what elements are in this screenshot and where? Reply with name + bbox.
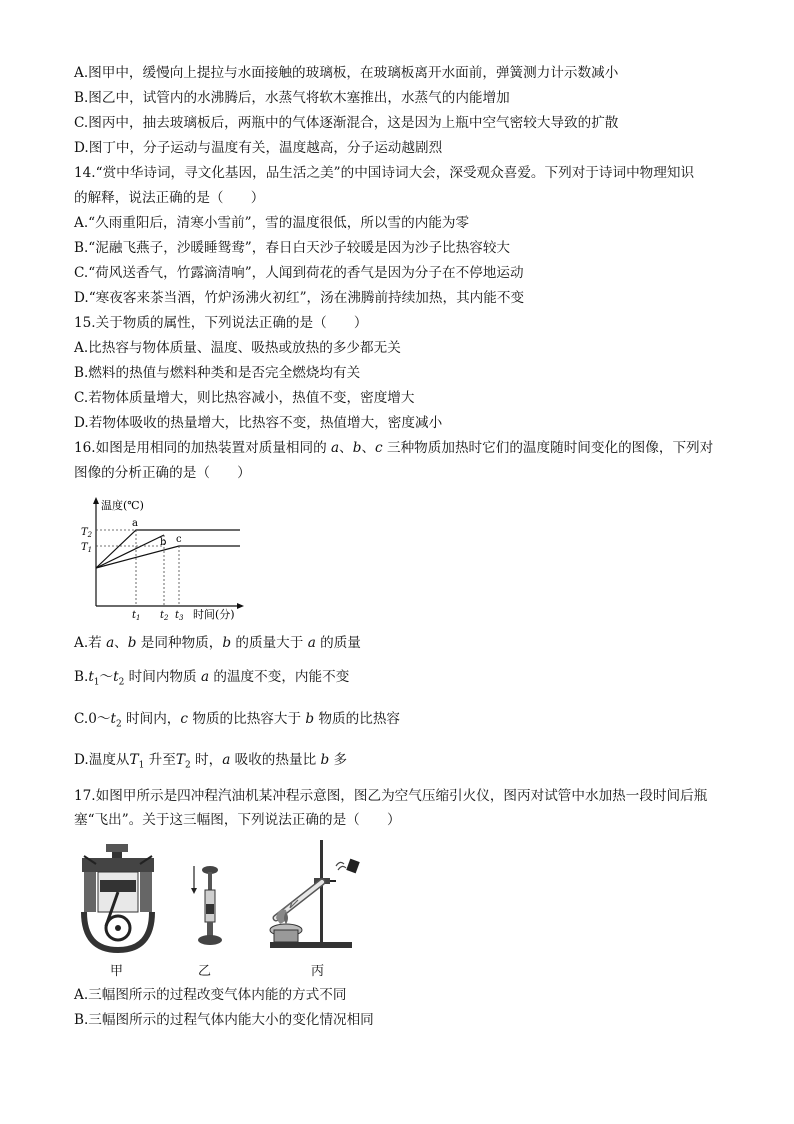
figure-label-jia: 甲 (110, 964, 124, 979)
q13-option-d: D.图丁中，分子运动与温度有关，温度越高，分子运动越剧烈 (74, 140, 443, 156)
option-text: 多 (329, 752, 348, 768)
q16-option-c (74, 709, 734, 735)
tick-label-t1: $t_1$ (132, 610, 141, 622)
q15-option-a: A.比热容与物体质量、温度、吸热或放热的多少都无关 (74, 340, 401, 356)
var-c: c (375, 440, 383, 456)
subscript: 1 (138, 760, 145, 771)
figure-label-yi: 乙 (198, 964, 212, 979)
option-text: 的温度不变，内能不变 (209, 669, 350, 685)
q15-option-c: C.若物体质量增大，则比热容减小，热值不变，密度增大 (74, 390, 415, 406)
q14-option-a: A.“久雨重阳后，清寒小雪前”，雪的温度很低，所以雪的内能为零 (74, 215, 470, 231)
q16-stem-text: 16.如图是用相同的加热装置对质量相同的 (74, 440, 332, 456)
q13-option-a: A.图甲中，缓慢向上提拉与水面接触的玻璃板，在玻璃板离开水面前，弹簧测力计示数减小 (74, 65, 619, 81)
subscript: 2 (184, 760, 191, 771)
figure-label-bing: 丙 (311, 964, 325, 979)
q17-stem-line2: 塞“飞出”。关于这三幅图，下列说法正确的是（ ） (74, 812, 401, 828)
var-b: b (222, 635, 232, 651)
var-t: t (113, 669, 119, 685)
separator: 、 (361, 440, 376, 456)
q14-stem-line2: 的解释，说法正确的是（ ） (74, 190, 265, 206)
tick-label-t3: $t_3$ (175, 610, 184, 622)
test-tube-heating-figure (256, 838, 374, 954)
q17-stem-line1: 17.如图甲所示是四冲程汽油机某冲程示意图，图乙为空气压缩引火仪，图丙对试管中水加热一段时间后瓶 (74, 788, 708, 804)
option-text: B. (74, 669, 89, 685)
tick-label-T1: $T_1$ (81, 542, 93, 554)
tick-label-t2: $t_2$ (160, 610, 169, 622)
q16-stem-text: 三种物质加热时它们的温度随时间变化的图像，下列对 (382, 440, 714, 456)
option-text: 的质量 (315, 635, 361, 651)
q16-option-b (74, 667, 734, 693)
x-axis-label: 时间(分) (193, 608, 235, 621)
q17-option-b: B.三幅图所示的过程气体内能大小的变化情况相同 (74, 1012, 374, 1028)
curve-label-c: c (176, 534, 182, 545)
x-axis-arrow (237, 603, 244, 609)
engine-cylinder-figure (76, 842, 160, 954)
curve-label-a: a (132, 518, 138, 529)
var-T: T (129, 752, 139, 768)
q15-stem: 15.关于物质的属性，下列说法正确的是（ ） (74, 315, 368, 331)
option-text: 物质的比热容 (314, 711, 401, 727)
option-text: A.若 (74, 635, 107, 651)
var-t: t (88, 669, 94, 685)
y-axis-label: 温度(℃) (101, 499, 144, 512)
q17-option-a: A.三幅图所示的过程改变气体内能的方式不同 (74, 987, 347, 1003)
q13-option-b: B.图乙中，试管内的水沸腾后，水蒸气将软木塞推出，水蒸气的内能增加 (74, 90, 510, 106)
var-T: T (175, 752, 185, 768)
var-b: b (127, 635, 137, 651)
var-b: b (305, 711, 315, 727)
var-a: a (106, 635, 115, 651)
var-a: a (200, 669, 210, 685)
tick-label-T2: $T_2$ (81, 527, 93, 539)
curve-b (96, 535, 167, 568)
var-a: a (222, 752, 231, 768)
air-compression-igniter-figure (186, 862, 226, 948)
subscript: 2 (118, 677, 125, 688)
option-text: 时间内， (121, 711, 181, 727)
q13-option-c: C.图丙中，抽去玻璃板后，两瓶中的气体逐渐混合，这是因为上瓶中空气密较大导致的扩散 (74, 115, 619, 131)
q14-stem-line1: 14.“赏中华诗词，寻文化基因，品生活之美”的中国诗词大会，深受观众喜爱。下列对于诗词中物理知识 (74, 165, 695, 181)
q14-option-b: B.“泥融飞燕子，沙暖睡鸳鸯”，春日白天沙子较暖是因为沙子比热容较大 (74, 240, 511, 256)
q15-option-b: B.燃料的热值与燃料种类和是否完全燃烧均有关 (74, 365, 361, 381)
var-a: a (307, 635, 316, 651)
var-b: b (352, 440, 362, 456)
q14-option-c: C.“荷风送香气，竹露滴清响”，人闻到荷花的香气是因为分子在不停地运动 (74, 265, 524, 281)
option-text: 吸收的热量比 (230, 752, 321, 768)
subscript: 2 (115, 719, 122, 730)
q16-option-d (74, 750, 734, 776)
q14-option-d: D.“寒夜客来茶当酒，竹炉汤沸火初红”，汤在沸腾前持续加热，其内能不变 (74, 290, 525, 306)
option-text: 的质量大于 (231, 635, 308, 651)
option-text: D.温度从 (74, 752, 130, 768)
q16-stem-line2: 图像的分析正确的是（ ） (74, 465, 251, 481)
var-a: a (331, 440, 340, 456)
subscript: 1 (93, 677, 100, 688)
separator: 、 (339, 440, 353, 456)
q15-option-d: D.若物体吸收的热量增大，比热容不变，热值增大，密度减小 (74, 415, 443, 431)
var-c: c (180, 711, 189, 727)
option-text: 时间内物质 (124, 669, 201, 685)
option-text: C.0～ (74, 711, 111, 727)
option-text: 升至 (144, 752, 176, 768)
option-text: 时， (190, 752, 223, 768)
q16-stem-line1 (74, 438, 734, 458)
y-axis-arrow (93, 497, 99, 504)
curve-label-b: b (160, 537, 167, 548)
var-t: t (110, 711, 116, 727)
q16-option-a (74, 633, 734, 653)
option-text: 是同种物质， (136, 635, 223, 651)
option-text: 、 (114, 635, 128, 651)
option-text: ～ (99, 669, 114, 685)
temperature-time-graph (78, 494, 248, 624)
option-text: 物质的比热容大于 (188, 711, 306, 727)
var-b: b (320, 752, 330, 768)
